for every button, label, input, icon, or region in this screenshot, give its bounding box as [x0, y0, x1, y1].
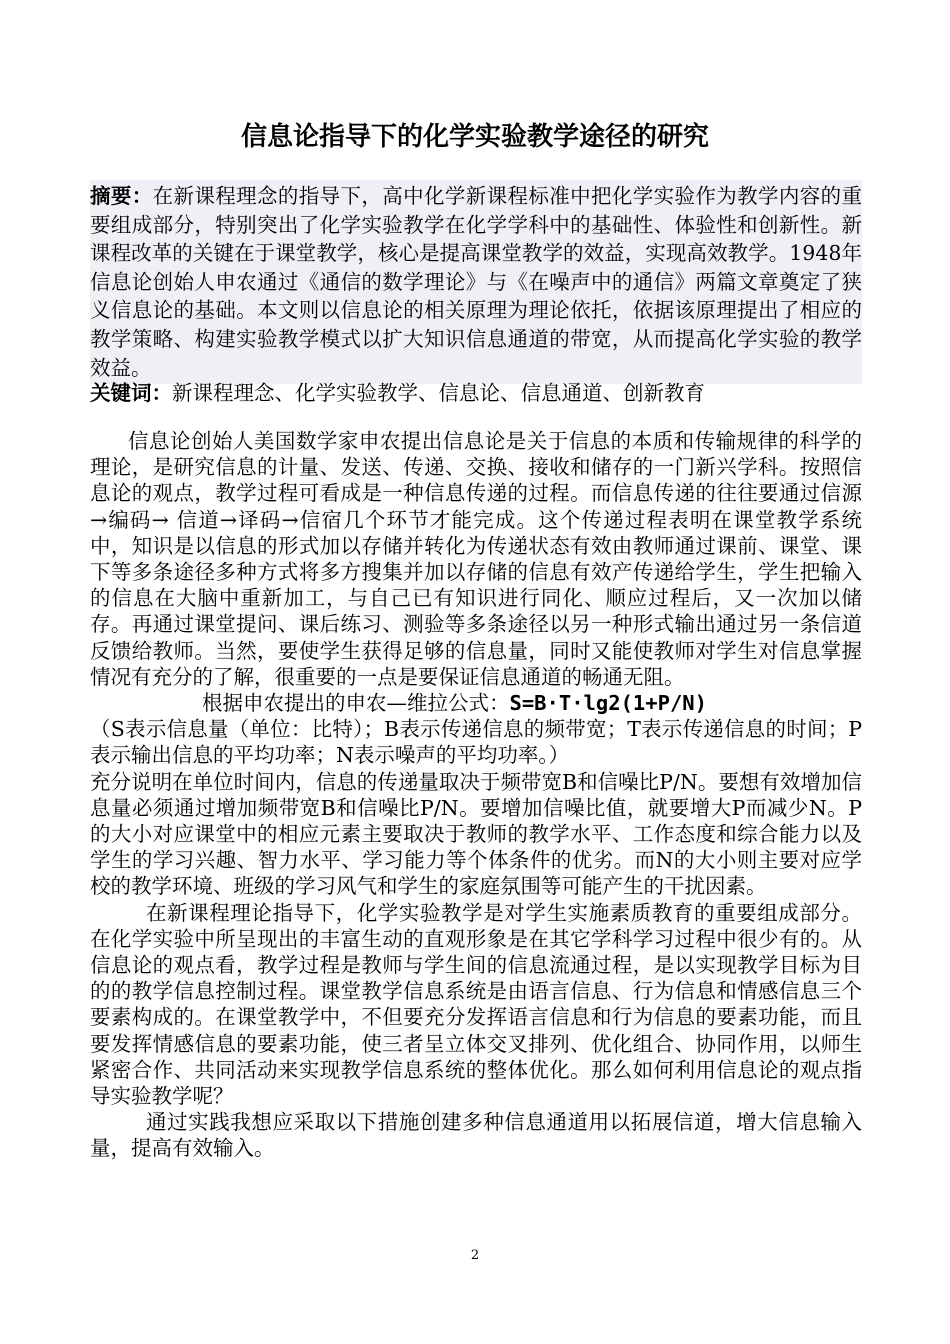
abstract-block [90, 180, 862, 384]
abstract-label: 摘要： [90, 184, 153, 208]
keywords-label: 关键词： [90, 381, 172, 405]
keywords-text: 新课程理念、化学实验教学、信息论、信息通道、创新教育 [172, 381, 705, 405]
page-number: 2 [470, 1248, 480, 1263]
body-text [90, 428, 862, 1162]
formula: S=B·T·lg2(1+P/N) [509, 691, 707, 716]
paragraph-1: 信息论创始人美国数学家申农提出信息论是关于信息的本质和传输规律的科学的理论，是研究信息的计量、发送、传递、交换、接收和储存的一门新兴学科。按照信息论的观点，教学过程可看成是一种信息传递的过程。而信息传递的往往要通过信源→编码→ 信道→译码→信宿几个环节才能完成。这个传递过程表明在课堂教学系统中，知识是以信息的形式加以存储并转化为传递状态有效由教师通过课前、课堂、课下等多条途径多种方式将多方搜集并加以存储的信息有效产传递给学生，学生把输入的信息在大脑中重新加工，与自己已有知识进行同化、顺应过程后，又一次加以储存。再通过课堂提问、课后练习、测验等多条途径以另一种形式输出通过另一条信道反馈给教师。当然，要使学生获得足够的信息量，同时又能使教师对学生对信息掌握情况有充分的了解，很重要的一点是要保证信息通道的畅通无阻。 [90, 429, 862, 689]
formula-intro: 根据申农提出的申农—维拉公式： [202, 691, 510, 716]
paragraph-4: 通过实践我想应采取以下措施创建多种信息通道用以拓展信道，增大信息输入量，提高有效输入。 [90, 1110, 862, 1161]
formula-line [90, 690, 862, 716]
abstract-text: 在新课程理念的指导下，高中化学新课程标准中把化学实验作为教学内容的重要组成部分，特别突出了化学实验教学在化学学科中的基础性、体验性和创新性。新课程改革的关键在于课堂教学，核心是提高课堂教学的效益，实现高效教学。1948年信息论创始人申农通过《通信的数学理论》与《在噪声中的通信》两篇文章奠定了狭义信息论的基础。本文则以信息论的相关原理为理论依托，依据该原理提出了相应的教学策略、构建实验教学模式以扩大知识信息通道的带宽，从而提高化学实验的教学效益。 [90, 184, 862, 380]
keywords-block [90, 378, 862, 408]
paragraph-3: 在新课程理论指导下，化学实验教学是对学生实施素质教育的重要组成部分。在化学实验中所呈现出的丰富生动的直观形象是在其它学科学习过程中很少有的。从信息论的观点看，教学过程是教师与学生间的信息流通过程，是以实现教学目标为目的的教学信息控制过程。课堂教学信息系统是由语言信息、行为信息和情感信息三个要素构成的。在课堂教学中，不但要充分发挥语言信息和行为信息的要素功能，而且要发挥情感信息的要素功能，使三者呈立体交叉排列、优化组合、协同作用，以师生紧密合作、共同活动来实现教学信息系统的整体优化。那么如何利用信息论的观点指导实验教学呢？ [90, 900, 862, 1109]
formula-note: （S表示信息量（单位：比特）；B表示传递信息的频带宽；T表示传递信息的时间；P表示输出信息的平均功率；N表示噪声的平均功率。） [90, 717, 862, 768]
document-title: 信息论指导下的化学实验教学途径的研究 [240, 122, 709, 152]
paragraph-2: 充分说明在单位时间内，信息的传递量取决于频带宽B和信噪比P/N。要想有效增加信息量必须通过增加频带宽B和信噪比P/N。要增加信噪比值，就要增大P而减少N。P的大小对应课堂中的相应元素主要取决于教师的教学水平、工作态度和综合能力以及学生的学习兴趣、智力水平、学习能力等个体条件的优劣。而N的大小则主要对应学校的教学环境、班级的学习风气和学生的家庭氛围等可能产生的干扰因素。 [90, 769, 862, 899]
